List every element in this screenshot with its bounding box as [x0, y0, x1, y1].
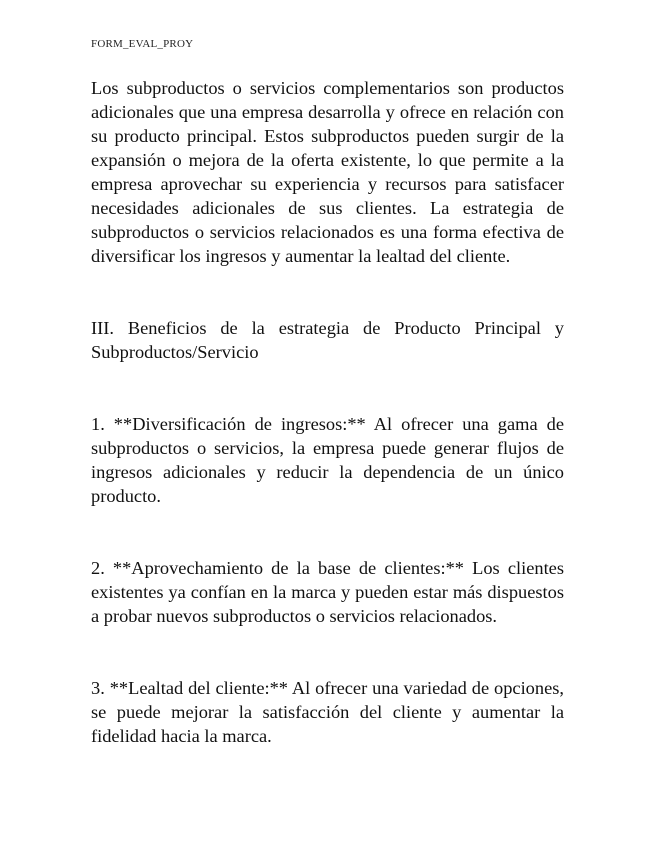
benefit-item-3: 3. **Lealtad del cliente:** Al ofrecer una variedad de opciones, se puede mejorar la satisfacción del cliente y aumentar la fidelidad hacia la marca.	[91, 678, 564, 746]
document-body	[91, 76, 564, 748]
benefit-item-1: 1. **Diversificación de ingresos:** Al ofrecer una gama de subproductos o servicios, la empresa puede generar flujos de ingresos adicionales y reducir la dependencia de un único producto.	[91, 414, 564, 506]
benefit-item-2: 2. **Aprovechamiento de la base de clientes:** Los clientes existentes ya confían en la marca y pueden estar más dispuestos a probar nuevos subproductos o servicios relacionados.	[91, 558, 564, 626]
page-header: FORM_EVAL_PROY	[91, 38, 194, 50]
section-heading: III. Beneficios de la estrategia de Producto Principal y Subproductos/Servicio	[91, 318, 564, 362]
intro-paragraph: Los subproductos o servicios complementarios son productos adicionales que una empresa desarrolla y ofrece en relación con su producto principal. Estos subproductos pueden surgir de la expansión o mejora de la oferta existente, lo que permite a la empresa aprovechar su experiencia y recursos para satisfacer necesidades adicionales de sus clientes. La estrategia de subproductos o servicios relacionados es una forma efectiva de diversificar los ingresos y aumentar la lealtad del cliente.	[91, 78, 564, 266]
